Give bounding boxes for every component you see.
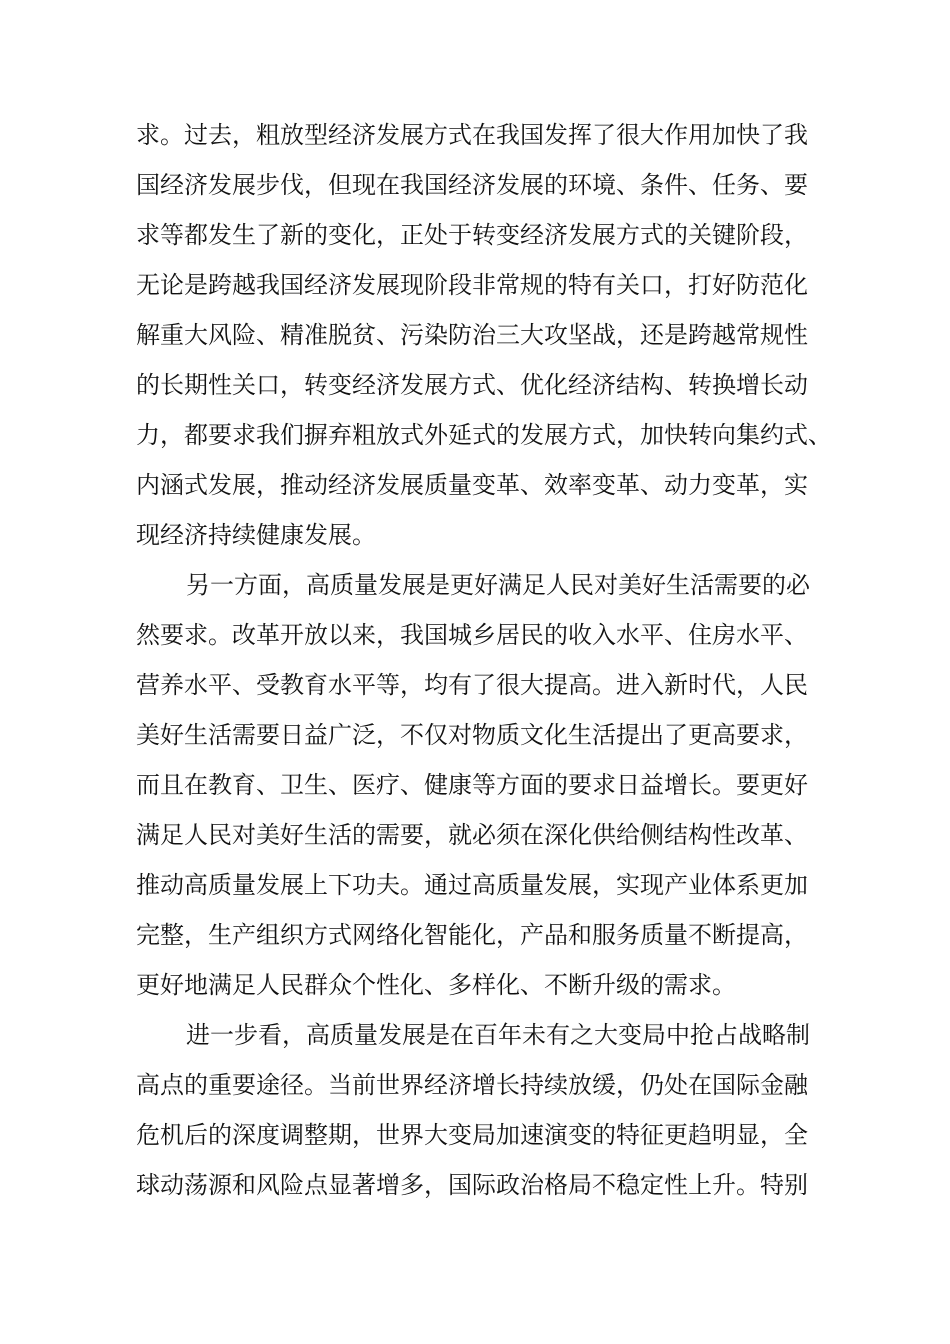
text-line: 国经济发展步伐，但现在我国经济发展的环境、条件、任务、要 [136,171,808,199]
text-line: 内涵式发展，推动经济发展质量变革、效率变革、动力变革，实 [136,471,808,499]
paragraph-3 [136,1010,856,1210]
text-line: 美好生活需要日益广泛，不仅对物质文化生活提出了更高要求， [136,721,808,749]
paragraph-2 [136,560,856,1010]
text-line: 而且在教育、卫生、医疗、健康等方面的要求日益增长。要更好 [136,771,808,799]
text-line-indented: 进一步看，高质量发展是在百年未有之大变局中抢占战略制 [186,1021,810,1049]
paragraph-1 [136,110,856,560]
text-line: 更好地满足人民群众个性化、多样化、不断升级的需求。 [136,971,736,999]
text-line: 解重大风险、精准脱贫、污染防治三大攻坚战，还是跨越常规性 [136,321,808,349]
text-line: 无论是跨越我国经济发展现阶段非常规的特有关口，打好防范化 [136,271,808,299]
text-line-indented: 另一方面，高质量发展是更好满足人民对美好生活需要的必 [186,571,810,599]
text-line: 危机后的深度调整期，世界大变局加速演变的特征更趋明显，全 [136,1121,808,1149]
text-line: 求。过去，粗放型经济发展方式在我国发挥了很大作用加快了我 [136,121,808,149]
body-text [136,110,856,1210]
text-line: 求等都发生了新的变化，正处于转变经济发展方式的关键阶段， [136,221,808,249]
text-line: 球动荡源和风险点显著增多，国际政治格局不稳定性上升。特别 [136,1171,808,1199]
text-line: 高点的重要途径。当前世界经济增长持续放缓，仍处在国际金融 [136,1071,808,1099]
text-line: 的长期性关口，转变经济发展方式、优化经济结构、转换增长动 [136,371,808,399]
text-line: 营养水平、受教育水平等，均有了很大提高。进入新时代，人民 [136,671,808,699]
text-line: 现经济持续健康发展。 [136,521,376,549]
text-line: 力，都要求我们摒弃粗放式外延式的发展方式，加快转向集约式、 [136,421,832,449]
text-line: 然要求。改革开放以来，我国城乡居民的收入水平、住房水平、 [136,621,808,649]
text-line: 满足人民对美好生活的需要，就必须在深化供给侧结构性改革、 [136,821,808,849]
text-line: 完整，生产组织方式网络化智能化，产品和服务质量不断提高， [136,921,808,949]
text-line: 推动高质量发展上下功夫。通过高质量发展，实现产业体系更加 [136,871,808,899]
